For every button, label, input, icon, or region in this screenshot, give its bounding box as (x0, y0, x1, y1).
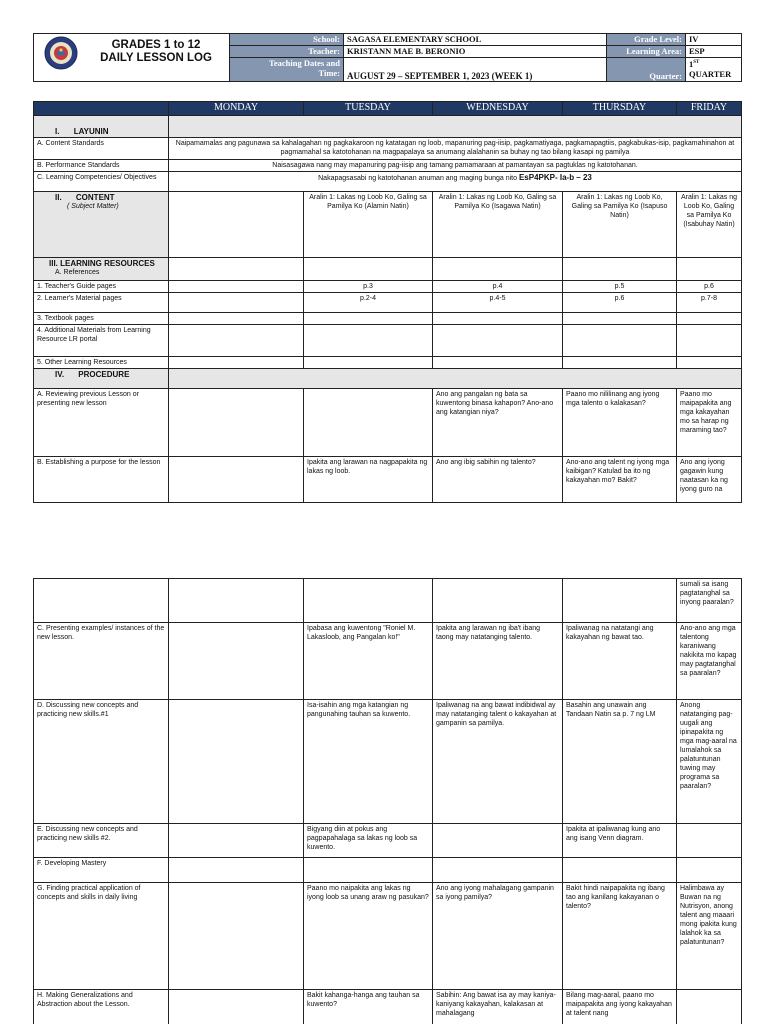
content-subheading: ( Subject Matter) (67, 202, 119, 210)
developing-mastery-label: F. Developing Mastery (34, 858, 169, 883)
learners-material-friday: p.7-8 (677, 292, 742, 312)
examples-wednesday: Ipakita ang larawan ng iba't ibang taong may natatanging talento. (433, 623, 563, 700)
generalizations-tuesday: Bakit kahanga-hanga ang tauhan sa kuwento? (304, 990, 433, 1024)
teaching-dates-label-line-2: Time: (318, 68, 340, 78)
purpose-cont-tuesday (304, 579, 433, 623)
header-title-cell (34, 34, 230, 82)
presenting-examples-label: C. Presenting examples/ instances of the new lesson. (34, 623, 169, 700)
objectives-heading (34, 126, 169, 138)
quarter-suffix: ST (693, 60, 700, 65)
concepts-1-friday: Anong natatanging pag-uugali ang ipinapakita ng mga mag-aaral na lumalahok sa palatuntunan tuwing may programa sa paaralan? (677, 700, 742, 824)
learners-material-monday (169, 292, 304, 312)
mastery-friday (677, 858, 742, 883)
establishing-purpose-label: B. Establishing a purpose for the lesson (34, 456, 169, 502)
resources-heading-text: LEARNING RESOURCES (60, 258, 155, 268)
concepts-2-thursday: Ipakita at ipaliwanag kung ano ang isang Venn diagram. (563, 824, 677, 858)
discussing-concepts-2-label: E. Discussing new concepts and practicing new skills #2. (34, 824, 169, 858)
objectives-heading-fill (169, 126, 742, 138)
reviewing-friday: Paano mo maipapakita ang mga kakayahan mo sa harap ng maraming tao? (677, 388, 742, 456)
textbook-monday (169, 312, 304, 324)
learning-area-label: Learning Area: (607, 46, 686, 58)
learners-material-wednesday: p.4-5 (433, 292, 563, 312)
application-monday (169, 883, 304, 990)
content-friday: Aralin 1: Lakas ng Loob Ko, Galing sa Pamilya Ko (Isabuhay Natin) (677, 191, 742, 257)
content-standards-label: A. Content Standards (34, 137, 169, 159)
purpose-cont-label (34, 579, 169, 623)
concepts-1-monday (169, 700, 304, 824)
mastery-thursday (563, 858, 677, 883)
teachers-guide-wednesday: p.4 (433, 280, 563, 292)
additional-wednesday (433, 324, 563, 356)
textbook-friday (677, 312, 742, 324)
content-heading-cell (34, 191, 169, 257)
quarter-number: 1 (689, 58, 694, 69)
day-header-row (34, 102, 742, 116)
teacher-value: KRISTANN MAE B. BERONIO (344, 46, 607, 58)
table-row (34, 280, 742, 292)
content-thursday: Aralin 1: Lakas ng Loob Ko, Galing sa Pamilya Ko (Isapuso Natin) (563, 191, 677, 257)
teachers-guide-monday (169, 280, 304, 292)
procedure-heading-num: IV. (55, 369, 65, 379)
concepts-1-thursday: Basahin ang unawain ang Tandaan Natin sa p. 7 ng LM (563, 700, 677, 824)
generalizations-thursday: Bilang mag-aaral, paano mo maipapakita ang iyong kakayahan at talent nang (563, 990, 677, 1024)
concepts-2-tuesday: Bigyang diin at pokus ang pagpapahalaga sa lakas ng loob sa kuwento. (304, 824, 433, 858)
reviewing-tuesday (304, 388, 433, 456)
purpose-cont-friday: sumali sa isang pagtatanghal sa inyong paaralan? (677, 579, 742, 623)
content-standards-text: Naipamamalas ang pagunawa sa kahalagahan ng pagkakaroon ng katatagan ng loob, mapanuring pag-iisip, pagkamatiyaga, pagkamapagtiis, pagkabukas-isip, pagkamahinahon at pagmamahal sa katotohanan na magpapalaya sa anumang alalahanin sa buhay ng tao bilang kasapi ng pamilya (169, 137, 742, 159)
resources-heading-num: III. (49, 258, 58, 268)
purpose-tuesday: Ipakita ang larawan na nagpapakita ng lakas ng loob. (304, 456, 433, 502)
application-wednesday: Ano ang iyong mahalagang gampanin sa iyong pamilya? (433, 883, 563, 990)
application-tuesday: Paano mo naipakita ang lakas ng iyong loob sa unang araw ng pasukan? (304, 883, 433, 990)
content-monday (169, 191, 304, 257)
reviewing-monday (169, 388, 304, 456)
objectives-spacer-wide (169, 116, 742, 126)
purpose-cont-thursday (563, 579, 677, 623)
table-row (34, 388, 742, 456)
table-row (34, 990, 742, 1024)
application-friday: Halimbawa ay Buwan na ng Nutrisyon, anong talent ang maaari mong ipakita kung lalahok ka sa palatuntunan? (677, 883, 742, 990)
resources-monday (169, 257, 304, 280)
other-monday (169, 356, 304, 368)
other-resources-label: 5. Other Learning Resources (34, 356, 169, 368)
other-tuesday (304, 356, 433, 368)
lesson-log-table-page-2 (33, 578, 742, 1024)
resources-heading (37, 259, 165, 268)
generalizations-wednesday: Sabihin: Ang bawat isa ay may kaniya-kaniyang kakayahan, kalakasan at mahalagang (433, 990, 563, 1024)
objectives-heading-num: I. (55, 126, 60, 136)
discussing-concepts-1-label: D. Discussing new concepts and practicing new skills.#1 (34, 700, 169, 824)
purpose-friday: Ano ang iyong gagawin kung naatasan ka ng iyong guro na (677, 456, 742, 502)
concepts-2-wednesday (433, 824, 563, 858)
day-header-wednesday: WEDNESDAY (433, 102, 563, 116)
day-header-tuesday: TUESDAY (304, 102, 433, 116)
concepts-2-friday (677, 824, 742, 858)
additional-tuesday (304, 324, 433, 356)
purpose-monday (169, 456, 304, 502)
content-tuesday: Aralin 1: Lakas ng Loob Ko, Galing sa Pamilya Ko (Alamin Natin) (304, 191, 433, 257)
table-row (34, 456, 742, 502)
school-value: SAGASA ELEMENTARY SCHOOL (344, 34, 607, 46)
lesson-log-table-page-1 (33, 101, 742, 503)
procedure-heading (34, 368, 169, 388)
concepts-2-monday (169, 824, 304, 858)
table-row (34, 883, 742, 990)
generalizations-monday (169, 990, 304, 1024)
teachers-guide-thursday: p.5 (563, 280, 677, 292)
reviewing-wednesday: Ano ang pangalan ng bata sa kuwentong binasa kahapon? Ano-ano ang katangian niya? (433, 388, 563, 456)
mastery-monday (169, 858, 304, 883)
resources-friday (677, 257, 742, 280)
purpose-cont-wednesday (433, 579, 563, 623)
application-thursday: Bakit hindi naipapakita ng ibang tao ang kanilang kakayanan o talento? (563, 883, 677, 990)
mastery-wednesday (433, 858, 563, 883)
table-row (34, 623, 742, 700)
generalizations-label: H. Making Generalizations and Abstraction about the Lesson. (34, 990, 169, 1024)
quarter-value (686, 58, 742, 82)
textbook-thursday (563, 312, 677, 324)
additional-monday (169, 324, 304, 356)
quarter-label: Quarter: (607, 58, 686, 82)
learning-competencies-label: C. Learning Competencies/ Objectives (34, 171, 169, 191)
school-label: School: (230, 34, 344, 46)
day-header-friday: FRIDAY (677, 102, 742, 116)
teaching-dates-label (230, 58, 344, 82)
teaching-dates-label-line-1: Teaching Dates and (268, 58, 340, 68)
learning-competencies-text: Nakapagsasabi ng katotohanan anuman ang maging bunga nito (318, 174, 517, 182)
learning-area-value: ESP (686, 46, 742, 58)
table-row (34, 824, 742, 858)
textbook-wednesday (433, 312, 563, 324)
resources-wednesday (433, 257, 563, 280)
content-heading-text: CONTENT (75, 192, 115, 202)
day-header-thursday: THURSDAY (563, 102, 677, 116)
learners-material-tuesday: p.2-4 (304, 292, 433, 312)
textbook-tuesday (304, 312, 433, 324)
teacher-label: Teacher: (230, 46, 344, 58)
references-label: A. References (55, 268, 100, 276)
additional-friday (677, 324, 742, 356)
objectives-heading-text: LAYUNIN (73, 126, 109, 136)
teachers-guide-tuesday: p.3 (304, 280, 433, 292)
other-friday (677, 356, 742, 368)
concepts-1-tuesday: Isa-isahin ang mga katangian ng pangunahing tauhan sa kuwento. (304, 700, 433, 824)
grade-level-value: IV (686, 34, 742, 46)
examples-monday (169, 623, 304, 700)
title-line-2: DAILY LESSON LOG (100, 52, 212, 64)
examples-tuesday: Ipabasa ang kuwentong "Roniel M. Lakasloob, ang Pangalan ko!" (304, 623, 433, 700)
reviewing-lesson-label: A. Reviewing previous Lesson or presenting new lesson (34, 388, 169, 456)
other-thursday (563, 356, 677, 368)
additional-thursday (563, 324, 677, 356)
header-table (33, 33, 742, 82)
objectives-spacer (34, 116, 169, 126)
teachers-guide-friday: p.6 (677, 280, 742, 292)
generalizations-friday (677, 990, 742, 1024)
performance-standards-label: B. Performance Standards (34, 159, 169, 171)
practical-application-label: G. Finding practical application of concepts and skills in daily living (34, 883, 169, 990)
deped-seal-icon (44, 36, 78, 70)
table-row (34, 292, 742, 312)
reviewing-thursday: Paano mo nililinang ang iyong mga talento o kalakasan? (563, 388, 677, 456)
grade-level-label: Grade Level: (607, 34, 686, 46)
procedure-heading-fill (169, 368, 742, 388)
other-wednesday (433, 356, 563, 368)
learners-material-thursday: p.6 (563, 292, 677, 312)
procedure-heading-text: PROCEDURE (78, 369, 130, 379)
table-row (34, 858, 742, 883)
purpose-cont-monday (169, 579, 304, 623)
content-heading-num: II. (55, 192, 62, 202)
day-header-blank (34, 102, 169, 116)
table-row (34, 700, 742, 824)
title-line-1: GRADES 1 to 12 (111, 39, 201, 51)
additional-materials-label: 4. Additional Materials from Learning Resource LR portal (34, 324, 169, 356)
learners-material-label: 2. Learner's Material pages (34, 292, 169, 312)
resources-thursday (563, 257, 677, 280)
resources-tuesday (304, 257, 433, 280)
table-row (34, 324, 742, 356)
table-row (34, 579, 742, 623)
learning-competencies-code: EsP4PKP- Ia-b – 23 (518, 172, 592, 182)
day-header-monday: MONDAY (169, 102, 304, 116)
quarter-word: QUARTER (689, 68, 732, 79)
content-wednesday: Aralin 1: Lakas ng Loob Ko, Galing sa Pamilya Ko (Isagawa Natin) (433, 191, 563, 257)
resources-heading-cell (34, 257, 169, 280)
examples-thursday: Ipaliwanag na natatangi ang kakayahan ng bawat tao. (563, 623, 677, 700)
table-row (34, 356, 742, 368)
table-row (34, 312, 742, 324)
examples-friday: Ano-ano ang mga talentong karaniwang nakikita mo kapag may pagtatanghal sa paaralan? (677, 623, 742, 700)
teaching-dates-value: AUGUST 29 – SEPTEMBER 1, 2023 (WEEK 1) (344, 58, 607, 82)
concepts-1-wednesday: Ipaliwanag na ang bawat indibidwal ay may natatanging talent o kakayahan at gampanin sa pamilya. (433, 700, 563, 824)
mastery-tuesday (304, 858, 433, 883)
textbook-pages-label: 3. Textbook pages (34, 312, 169, 324)
content-heading (37, 193, 165, 202)
teachers-guide-label: 1. Teacher's Guide pages (34, 280, 169, 292)
performance-standards-text: Naisasagawa nang may mapanuring pag-iisip ang tamang pamamaraan at pamantayan sa pagtuklas ng katotohanan. (169, 159, 742, 171)
purpose-thursday: Ano-ano ang talent ng iyong mga kaibigan? Katulad ba ito ng kakayahan mo? Bakit? (563, 456, 677, 502)
purpose-wednesday: Ano ang ibig sabihin ng talento? (433, 456, 563, 502)
learning-competencies-cell (169, 171, 742, 191)
